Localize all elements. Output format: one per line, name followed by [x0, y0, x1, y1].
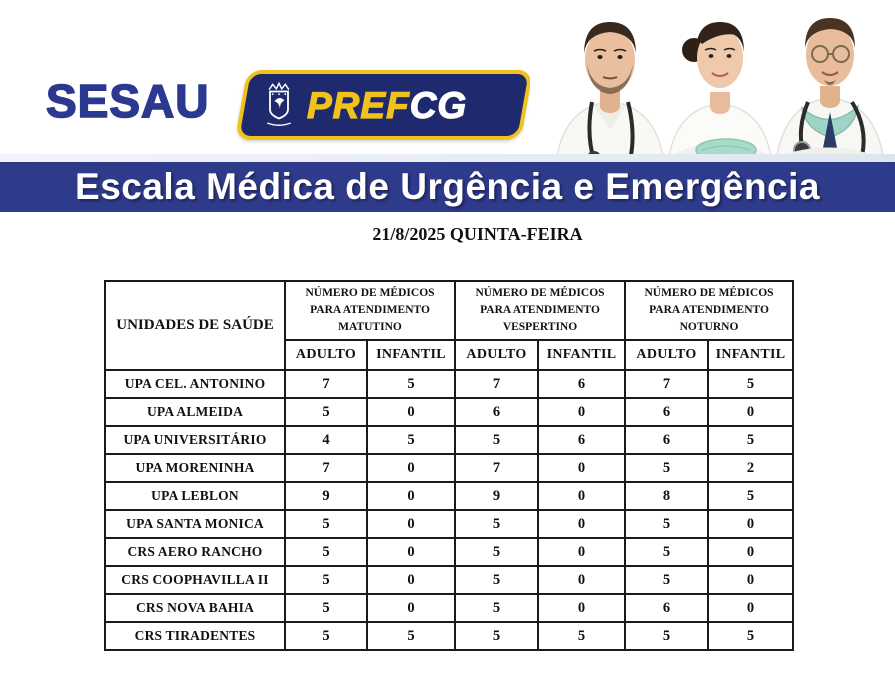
doctor-count-cell: 0 [367, 566, 455, 594]
doctor-count-cell: 0 [708, 594, 793, 622]
doctor-count-cell: 0 [538, 538, 625, 566]
doctor-count-cell: 5 [367, 622, 455, 650]
table-row [105, 426, 793, 454]
table-row [105, 510, 793, 538]
doctor-count-cell: 9 [455, 482, 538, 510]
doctor-count-cell: 5 [455, 538, 538, 566]
table-row [105, 370, 793, 398]
doctor-count-cell: 7 [455, 370, 538, 398]
doctor-count-cell: 5 [455, 426, 538, 454]
title-banner [0, 162, 895, 212]
doctor-count-cell: 0 [538, 566, 625, 594]
page-title: Escala Médica de Urgência e Emergência [75, 166, 820, 207]
table-row [105, 482, 793, 510]
prefcg-badge-inner [245, 81, 523, 129]
table-row [105, 622, 793, 650]
group-header-vespertino-label: NÚMERO DE MÉDICOS PARA ATENDIMENTO VESPERTINO [475, 287, 605, 333]
doctor-count-cell: 6 [538, 370, 625, 398]
doctor-count-cell: 0 [367, 594, 455, 622]
schedule-table-body [105, 370, 793, 650]
campo-grande-coat-of-arms-icon [261, 81, 297, 129]
sub-header-infantil: INFANTIL [708, 340, 793, 370]
sub-header-adulto: ADULTO [285, 340, 367, 370]
doctor-count-cell: 5 [625, 510, 708, 538]
doctor-count-cell: 6 [625, 398, 708, 426]
doctor-count-cell: 7 [285, 454, 367, 482]
table-row [105, 594, 793, 622]
unit-name-cell: UPA MORENINHA [105, 454, 285, 482]
prefcg-wordmark [307, 84, 468, 126]
doctor-count-cell: 5 [367, 370, 455, 398]
doctor-count-cell: 5 [708, 426, 793, 454]
table-row [105, 398, 793, 426]
unit-name-cell: UPA CEL. ANTONINO [105, 370, 285, 398]
doctor-count-cell: 5 [285, 622, 367, 650]
doctor-count-cell: 2 [708, 454, 793, 482]
group-header-matutino [285, 281, 455, 340]
doctor-count-cell: 0 [538, 594, 625, 622]
doctors-photo [530, 0, 895, 162]
unit-name-cell: CRS TIRADENTES [105, 622, 285, 650]
doctor-count-cell: 0 [367, 454, 455, 482]
sub-header-adulto: ADULTO [455, 340, 538, 370]
doctor-count-cell: 6 [455, 398, 538, 426]
doctor-count-cell: 0 [367, 482, 455, 510]
doctor-count-cell: 0 [538, 482, 625, 510]
unit-name-cell: CRS COOPHAVILLA II [105, 566, 285, 594]
doctor-count-cell: 0 [708, 398, 793, 426]
unit-column-header: UNIDADES DE SAÚDE [105, 281, 285, 370]
group-header-noturno-label: NÚMERO DE MÉDICOS PARA ATENDIMENTO NOTURNO [644, 287, 774, 333]
table-row [105, 538, 793, 566]
doctor-count-cell: 5 [625, 454, 708, 482]
unit-name-cell: UPA UNIVERSITÁRIO [105, 426, 285, 454]
group-header-matutino-label: NÚMERO DE MÉDICOS PARA ATENDIMENTO MATUTINO [305, 287, 435, 333]
group-header-vespertino [455, 281, 625, 340]
doctor-count-cell: 5 [455, 510, 538, 538]
unit-name-cell: UPA ALMEIDA [105, 398, 285, 426]
doctor-count-cell: 5 [455, 594, 538, 622]
doctor-count-cell: 5 [625, 566, 708, 594]
doctor-count-cell: 5 [625, 538, 708, 566]
unit-name-cell: CRS NOVA BAHIA [105, 594, 285, 622]
doctor-count-cell: 8 [625, 482, 708, 510]
sub-header-infantil: INFANTIL [367, 340, 455, 370]
unit-name-cell: UPA LEBLON [105, 482, 285, 510]
table-row [105, 566, 793, 594]
group-header-row [105, 281, 793, 340]
doctor-count-cell: 0 [708, 510, 793, 538]
doctor-count-cell: 0 [538, 398, 625, 426]
emblem-bird [275, 98, 285, 109]
doctor-count-cell: 0 [708, 566, 793, 594]
doctor-count-cell: 5 [285, 398, 367, 426]
table-row [105, 454, 793, 482]
doctor-count-cell: 0 [367, 510, 455, 538]
schedule-table [104, 280, 794, 651]
doctor-count-cell: 5 [538, 622, 625, 650]
doctor-count-cell: 5 [708, 370, 793, 398]
header-divider-strip [0, 154, 895, 162]
doctor-count-cell: 7 [625, 370, 708, 398]
doctor-count-cell: 5 [285, 538, 367, 566]
sub-header-adulto: ADULTO [625, 340, 708, 370]
doctor-count-cell: 5 [285, 510, 367, 538]
doctor-count-cell: 6 [625, 426, 708, 454]
unit-name-cell: UPA SANTA MONICA [105, 510, 285, 538]
sub-header-infantil: INFANTIL [538, 340, 625, 370]
header [0, 0, 895, 162]
doctor-count-cell: 0 [367, 398, 455, 426]
doctor-count-cell: 7 [455, 454, 538, 482]
unit-name-cell: CRS AERO RANCHO [105, 538, 285, 566]
doctor-count-cell: 5 [708, 622, 793, 650]
doctor-count-cell: 6 [625, 594, 708, 622]
doctor-count-cell: 0 [708, 538, 793, 566]
group-header-noturno [625, 281, 793, 340]
doctor-count-cell: 0 [367, 538, 455, 566]
doctor-count-cell: 9 [285, 482, 367, 510]
date-line: 21/8/2025 QUINTA-FEIRA [372, 224, 583, 244]
doctor-count-cell: 0 [538, 510, 625, 538]
prefcg-pref-text: PREF [307, 84, 410, 126]
doctor-count-cell: 5 [455, 566, 538, 594]
prefcg-cg-text: CG [409, 84, 468, 126]
doctor-count-cell: 5 [285, 566, 367, 594]
doctor-count-cell: 0 [538, 454, 625, 482]
sesau-logo: SESAU [46, 75, 210, 127]
doctor-count-cell: 6 [538, 426, 625, 454]
doctor-count-cell: 5 [708, 482, 793, 510]
doctor-count-cell: 5 [285, 594, 367, 622]
doctor-count-cell: 7 [285, 370, 367, 398]
prefcg-badge [235, 70, 533, 140]
doctor-count-cell: 5 [455, 622, 538, 650]
doctor-count-cell: 5 [367, 426, 455, 454]
doctor-count-cell: 4 [285, 426, 367, 454]
doctor-count-cell: 5 [625, 622, 708, 650]
